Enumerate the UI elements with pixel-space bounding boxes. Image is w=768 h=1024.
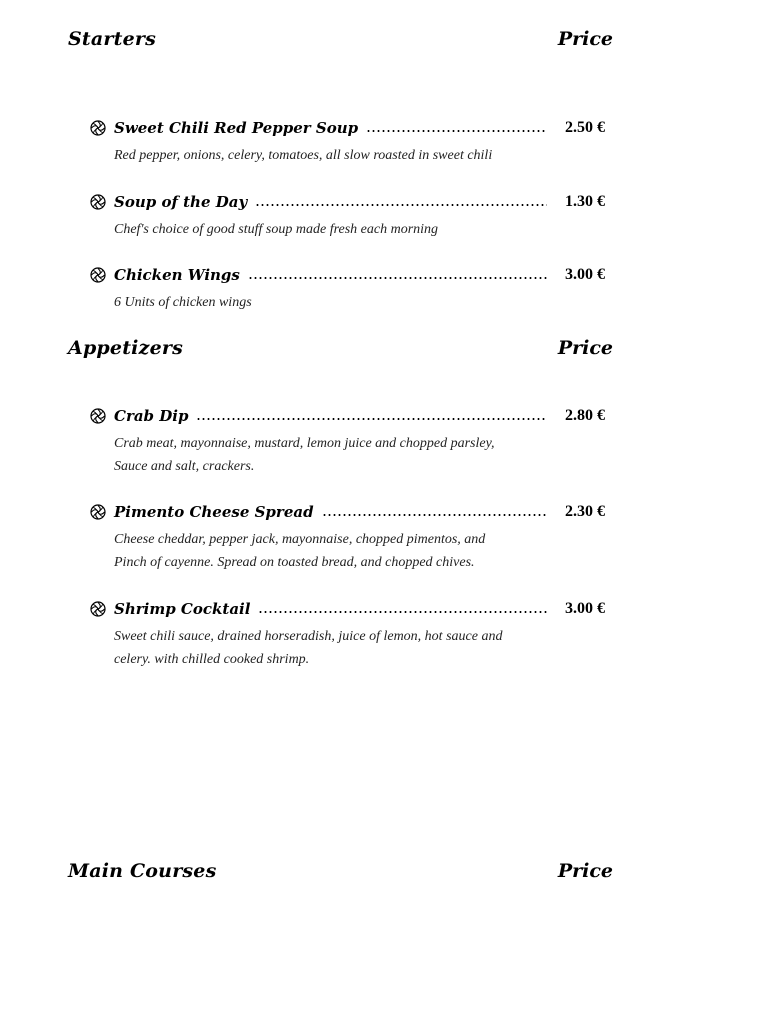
section-header-main-courses: [68, 860, 613, 890]
description-line: celery. with chilled cooked shrimp.: [114, 652, 310, 667]
menu-item-price: 1.30 €: [565, 193, 605, 210]
section-title: Starters: [68, 28, 156, 50]
menu-item: [90, 502, 615, 574]
menu-item-price: 3.00 €: [565, 600, 605, 617]
price-column-label: Price: [557, 28, 613, 50]
swirl-icon: [90, 504, 106, 520]
menu-item-description: [114, 432, 534, 478]
section-title: Main Courses: [68, 860, 217, 882]
menu-item-name: Crab Dip: [114, 407, 189, 425]
description-line: 6 Units of chicken wings: [114, 295, 252, 310]
menu-item-name: Shrimp Cocktail: [114, 600, 251, 618]
swirl-icon: [90, 120, 106, 136]
section-title: Appetizers: [68, 337, 183, 359]
menu-item: [90, 599, 615, 671]
menu-item-line: [90, 502, 615, 522]
description-line: Cheese cheddar, pepper jack, mayonnaise, chopped pimentos, and: [114, 532, 486, 547]
menu-item: [90, 406, 615, 478]
dot-leader: [366, 129, 547, 133]
menu-item-name: Chicken Wings: [114, 266, 240, 284]
swirl-icon: [90, 408, 106, 424]
menu-item: [90, 118, 615, 167]
menu-item-name: Soup of the Day: [114, 193, 248, 211]
description-line: Crab meat, mayonnaise, mustard, lemon juice and chopped parsley,: [114, 436, 495, 451]
menu-item-line: [90, 192, 615, 212]
menu-item: [90, 265, 615, 314]
dot-leader: [196, 417, 547, 421]
menu-item-description: [114, 291, 534, 314]
menu-item-name: Pimento Cheese Spread: [114, 503, 314, 521]
description-line: Pinch of cayenne. Spread on toasted bread, and chopped chives.: [114, 555, 475, 570]
description-line: Sweet chili sauce, drained horseradish, juice of lemon, hot sauce and: [114, 629, 503, 644]
menu-item-line: [90, 118, 615, 138]
menu-item-line: [90, 265, 615, 285]
menu-item-price: 3.00 €: [565, 266, 605, 283]
menu-item-description: [114, 528, 534, 574]
swirl-icon: [90, 194, 106, 210]
price-column-label: Price: [557, 337, 613, 359]
section-header-appetizers: [68, 337, 613, 367]
menu-item-line: [90, 599, 615, 619]
swirl-icon: [90, 267, 106, 283]
description-line: Sauce and salt, crackers.: [114, 459, 255, 474]
section-header-starters: [68, 28, 613, 58]
menu-item-description: [114, 144, 534, 167]
description-line: Chef's choice of good stuff soup made fresh each morning: [114, 222, 439, 237]
menu-item: [90, 192, 615, 241]
menu-item-description: [114, 218, 534, 241]
menu-item-description: [114, 625, 534, 671]
swirl-icon: [90, 601, 106, 617]
menu-item-price: 2.30 €: [565, 503, 605, 520]
dot-leader: [258, 610, 547, 614]
menu-item-price: 2.50 €: [565, 119, 605, 136]
menu-item-name: Sweet Chili Red Pepper Soup: [114, 119, 359, 137]
menu-item-line: [90, 406, 615, 426]
dot-leader: [322, 513, 547, 517]
price-column-label: Price: [557, 860, 613, 882]
description-line: Red pepper, onions, celery, tomatoes, all slow roasted in sweet chili: [114, 148, 493, 163]
dot-leader: [255, 203, 547, 207]
menu-item-price: 2.80 €: [565, 407, 605, 424]
dot-leader: [248, 276, 547, 280]
